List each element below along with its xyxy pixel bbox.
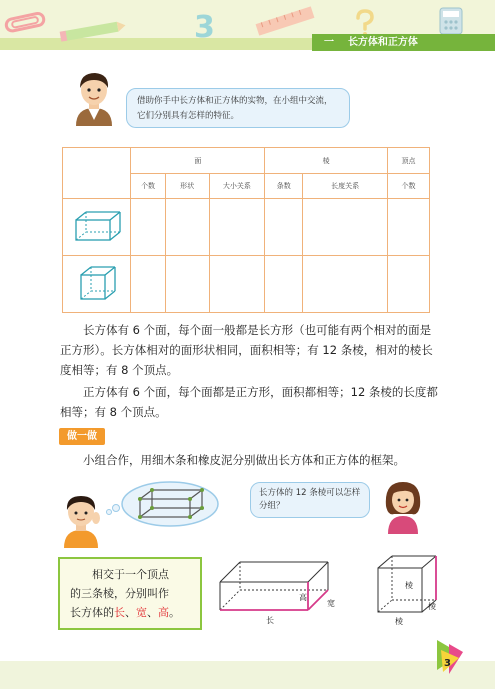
table-cell xyxy=(165,256,209,313)
table-row xyxy=(63,256,430,313)
girl-speech-bubble xyxy=(250,482,370,518)
cuboid-description-text: 长方体有 6 个面，每个面一般都是长方形（也可能有两个相对的面是正方形）。长方体相对的面形状相同，面积相等；有 12 条棱，相对的棱长度相等；有 8 个顶点。 xyxy=(60,323,433,377)
activity-instruction xyxy=(60,450,440,470)
table-group-vertex: 顶点 xyxy=(387,148,429,174)
table-group-edge: 棱 xyxy=(265,148,388,174)
table-cell xyxy=(131,256,165,313)
table-cell xyxy=(303,199,388,256)
table-cell xyxy=(387,256,429,313)
table-subhead: 个数 xyxy=(387,174,429,199)
page-number: 3 xyxy=(444,658,451,669)
table-row xyxy=(63,199,430,256)
feature-table xyxy=(62,147,430,313)
teacher-speech-bubble xyxy=(126,88,350,128)
label-edge-bottom: 棱 xyxy=(395,617,403,626)
table-subhead: 形状 xyxy=(165,174,209,199)
girl-speech-text: 长方体的 12 条棱可以怎样分组？ xyxy=(259,488,361,511)
table-subhead: 大小关系 xyxy=(209,174,265,199)
table-cell xyxy=(165,199,209,256)
footer-band xyxy=(0,661,495,689)
separator: 、 xyxy=(147,606,158,619)
term-length: 长 xyxy=(114,606,125,619)
label-width: 宽 xyxy=(327,599,335,608)
table-corner-cell xyxy=(63,148,131,199)
label-edge-right: 棱 xyxy=(428,602,436,611)
cube-description xyxy=(60,382,440,422)
cuboid-figure-cell xyxy=(63,199,131,256)
girl-avatar xyxy=(378,476,428,534)
pencil-icon xyxy=(58,20,128,42)
chapter-tab xyxy=(312,34,495,51)
calculator-icon xyxy=(436,6,466,36)
teacher-speech-text: 借助你手中长方体和正方体的实物，在小组中交流，它们分别具有怎样的特征。 xyxy=(137,96,333,121)
table-cell xyxy=(265,199,303,256)
definition-line-3 xyxy=(70,603,192,622)
chapter-number: 一 xyxy=(324,37,334,48)
table-cell xyxy=(303,256,388,313)
separator: 、 xyxy=(125,606,136,619)
definition-box xyxy=(58,557,202,630)
activity-tag: 做一做 xyxy=(59,428,105,445)
cuboid-icon xyxy=(72,208,122,244)
definition-line-2: 的三条棱，分别叫作 xyxy=(70,587,169,600)
table-header-row xyxy=(63,148,430,174)
table-subhead: 长度关系 xyxy=(303,174,388,199)
definition-line-1: 相交于一个顶点 xyxy=(92,568,169,581)
teacher-avatar xyxy=(66,68,122,126)
label-length: 长 xyxy=(266,616,274,625)
term-height: 高 xyxy=(158,606,169,619)
definition-prefix: 长方体的 xyxy=(70,606,114,619)
chapter-title: 长方体和正方体 xyxy=(347,37,418,48)
activity-instruction-text: 小组合作，用细木条和橡皮泥分别做出长方体和正方体的框架。 xyxy=(83,453,405,467)
table-cell xyxy=(265,256,303,313)
label-edge-top: 棱 xyxy=(405,581,413,590)
cube-icon xyxy=(77,263,117,303)
boy-avatar xyxy=(58,488,104,548)
paperclip-icon xyxy=(4,10,48,36)
table-subhead: 条数 xyxy=(265,174,303,199)
label-height: 高 xyxy=(299,593,307,602)
term-width: 宽 xyxy=(136,606,147,619)
cube-description-text: 正方体有 6 个面，每个面都是正方形，面积都相等；12 条棱的长度都相等；有 8 个顶点。 xyxy=(60,385,438,419)
table-cell xyxy=(209,199,265,256)
table-subhead: 个数 xyxy=(131,174,165,199)
cuboid-diagram xyxy=(216,556,344,616)
cube-figure-cell xyxy=(63,256,131,313)
table-cell xyxy=(387,199,429,256)
table-group-face: 面 xyxy=(131,148,265,174)
table-cell xyxy=(131,199,165,256)
cuboid-description xyxy=(60,320,440,380)
ruler-icon xyxy=(252,6,318,36)
thought-bubble xyxy=(104,478,222,530)
period: 。 xyxy=(169,606,180,619)
table-cell xyxy=(209,256,265,313)
deco-number: 3 xyxy=(194,10,215,45)
